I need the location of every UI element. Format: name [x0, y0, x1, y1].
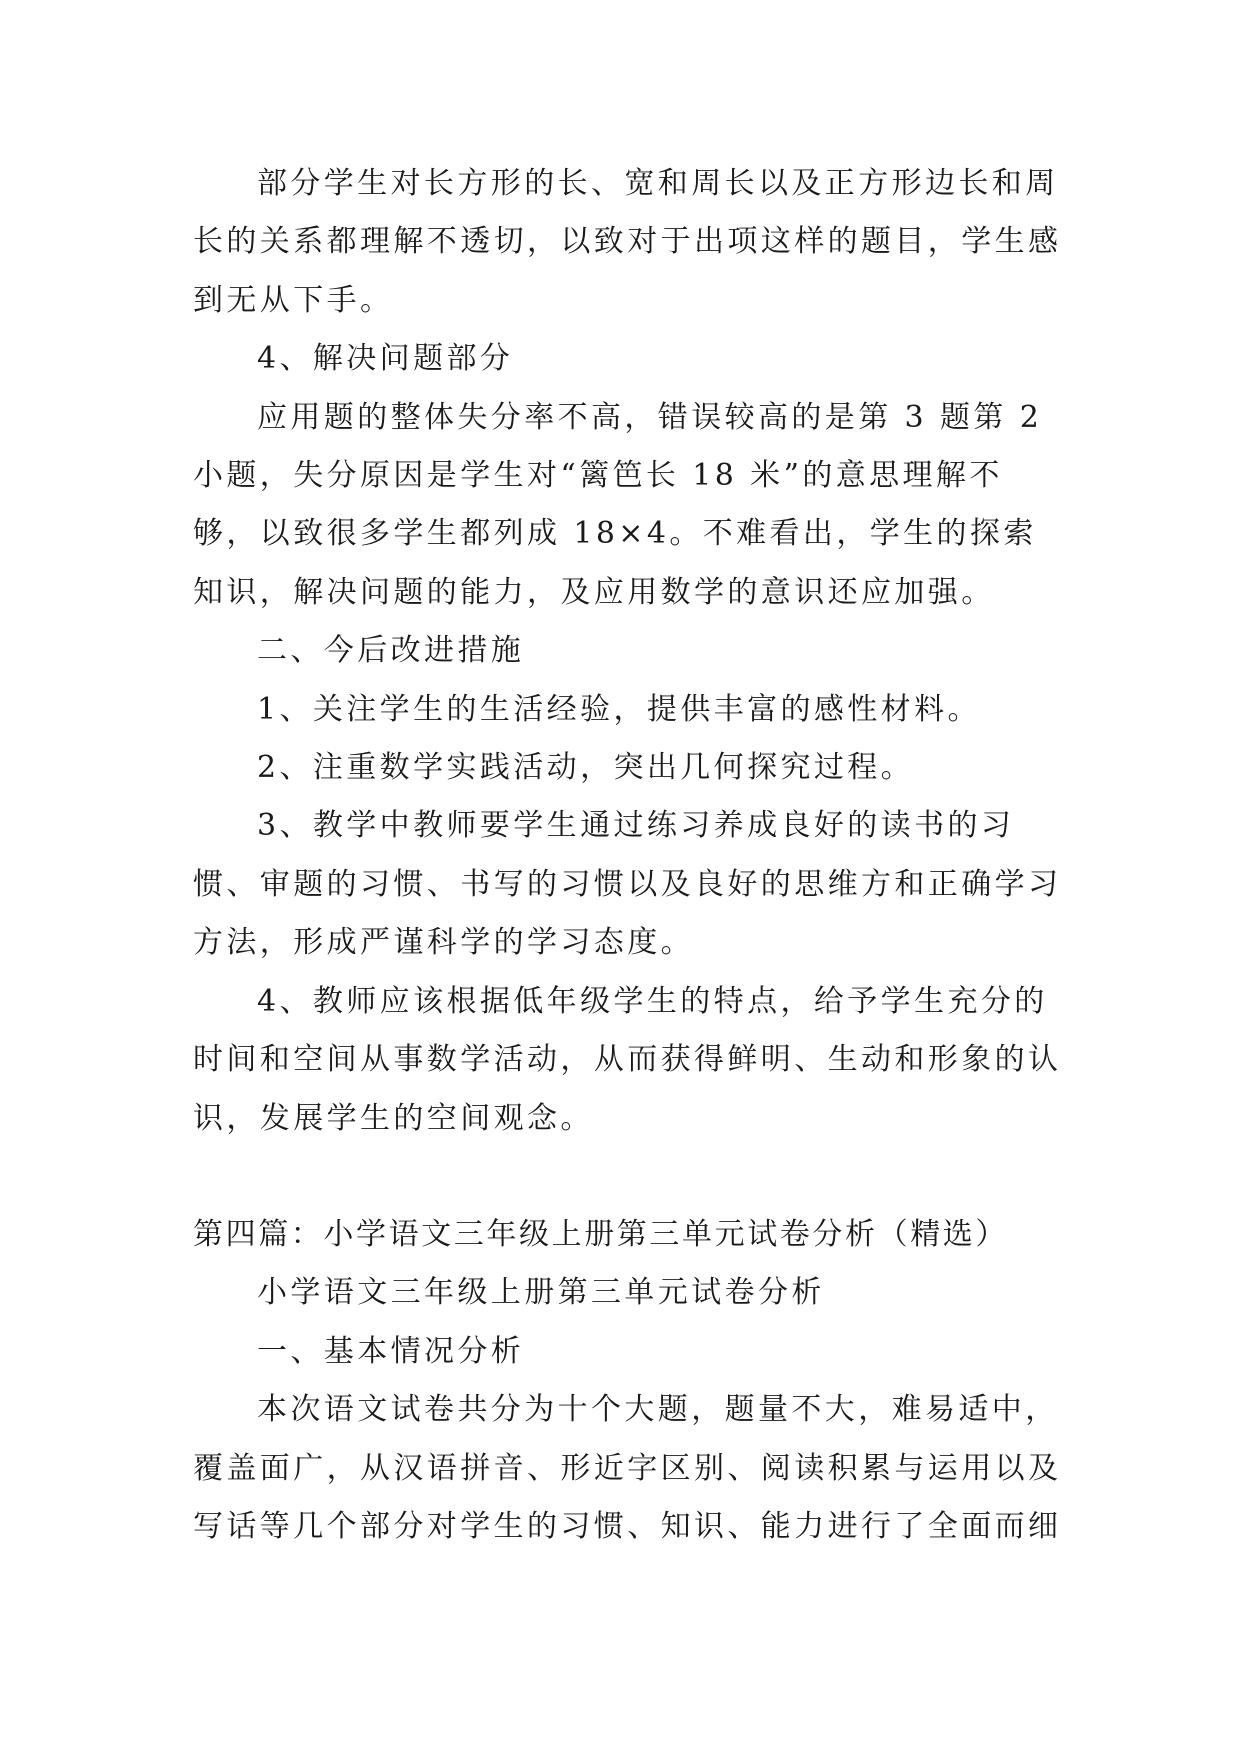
paragraph-word-problems: 应用题的整体失分率不高，错误较高的是第 3 题第 2 小题，失分原因是学生对“篱笆长 18 米”的意思理解不够，以致很多学生都列成 18×4。不难看出，学生的探索知识，解决问题的能力，及应用数学的意识还应加强。 — [193, 399, 1043, 610]
list-item-measure-1: 1、关注学生的生活经验，提供丰富的感性材料。 — [257, 691, 981, 727]
section-subtitle: 小学语文三年级上册第三单元试卷分析 — [257, 1275, 825, 1311]
heading-improvement-measures: 二、今后改进措施 — [257, 633, 525, 669]
section-spacer — [193, 1148, 1063, 1206]
heading-basic-analysis: 一、基本情况分析 — [257, 1333, 525, 1369]
heading-problem-solving: 4、解决问题部分 — [257, 341, 514, 377]
paragraph-exam-overview: 本次语文试卷共分为十个大题，题量不大，难易适中，覆盖面广，从汉语拼音、形近字区别、阅读积累与运用以及写话等几个部分对学生的习惯、知识、能力进行了全面而细 — [193, 1392, 1062, 1544]
paragraph-rectangle-perimeter: 部分学生对长方形的长、宽和周长以及正方形边长和周长的关系都理解不透切，以致对于出项这样的题目，学生感到无从下手。 — [193, 166, 1062, 318]
list-item-measure-4: 4、教师应该根据低年级学生的特点，给予学生充分的时间和空间从事数学活动，从而获得鲜明、生动和形象的认识，发展学生的空间观念。 — [193, 983, 1062, 1136]
list-item-measure-3: 3、教学中教师要学生通过练习养成良好的读书的习惯、审题的习惯、书写的习惯以及良好的思维方和正确学习方法，形成严谨科学的学习态度。 — [193, 808, 1062, 961]
document-body — [193, 155, 1063, 1556]
section-title: 第四篇：小学语文三年级上册第三单元试卷分析（精选） — [193, 1216, 1008, 1252]
list-item-measure-2: 2、注重数学实践活动，突出几何探究过程。 — [257, 750, 915, 786]
